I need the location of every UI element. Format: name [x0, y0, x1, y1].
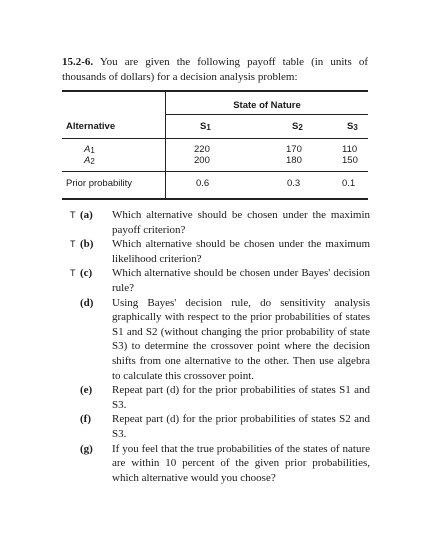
header-bottom-rule [62, 138, 368, 139]
part-b [70, 237, 370, 266]
part-text: Which alternative should be chosen under Bayes' decision rule? [112, 267, 370, 294]
payoff-cell: 180 [286, 155, 302, 166]
part-label: (g) [80, 442, 93, 455]
table-bottom-rule [62, 198, 368, 200]
part-d [70, 296, 370, 384]
problem-intro [62, 55, 368, 85]
part-text: If you feel that the true probabilities of the states of nature are within 10 percent of the given prior probabilities, which alternative would you choose? [112, 442, 370, 484]
state-of-nature-header: State of Nature [233, 100, 301, 111]
payoff-cell: 220 [194, 144, 210, 155]
payoff-cell: 170 [286, 144, 302, 155]
alternative-header: Alternative [66, 121, 116, 132]
part-label: (e) [80, 384, 93, 397]
tutor-marker: T [70, 268, 76, 279]
part-c [70, 266, 370, 295]
problem-parts [70, 208, 370, 485]
state-header-s2: S2 [292, 121, 303, 132]
part-label: (f) [80, 413, 91, 426]
row-label-a1: A1 [84, 144, 95, 155]
part-e [70, 383, 370, 412]
row-label-a2: A2 [84, 155, 95, 166]
tutor-marker: T [70, 239, 76, 250]
part-g [70, 442, 370, 486]
prior-top-rule [62, 171, 368, 172]
payoff-cell: 110 [342, 144, 358, 155]
part-label: (a) [80, 209, 93, 221]
tutor-marker: T [70, 210, 76, 220]
part-text: Using Bayes' decision rule, do sensitivity analysis graphically with respect to the prior probabilities of states S1 and S2 (without changing the prior probability of state S3) to determine the crossover point where the decision shifts from one alternative to the other. Then use algebra to calculate this crossover point. [112, 296, 370, 382]
group-header-rule [166, 114, 368, 115]
part-text: Which alternative should be chosen under the maximum likelihood criterion? [112, 238, 370, 265]
part-text: Which alternative should be chosen under the maximin payoff criterion? [112, 209, 370, 236]
part-label: (c) [80, 267, 93, 280]
part-f [70, 412, 370, 441]
state-header-s3: S3 [347, 121, 358, 132]
part-label: (b) [80, 238, 94, 251]
prior-cell: 0.1 [342, 178, 356, 189]
part-text: Repeat part (d) for the prior probabilities of states S1 and S3. [112, 384, 370, 411]
payoff-cell: 150 [342, 155, 358, 166]
prior-probability-label: Prior probability [66, 178, 132, 189]
state-header-s1: S1 [200, 121, 211, 132]
problem-statement: You are given the following payoff table (in units of thousands of dollars) for a decision analysis problem: [62, 56, 368, 83]
table-top-rule [62, 90, 368, 92]
problem-number: 15.2-6. [62, 56, 94, 68]
part-text: Repeat part (d) for the prior probabilities of states S2 and S3. [112, 413, 370, 440]
payoff-cell: 200 [194, 155, 210, 166]
prior-cell: 0.3 [287, 178, 301, 189]
prior-cell: 0.6 [196, 178, 210, 189]
part-label: (d) [80, 296, 94, 309]
part-a [70, 208, 370, 237]
